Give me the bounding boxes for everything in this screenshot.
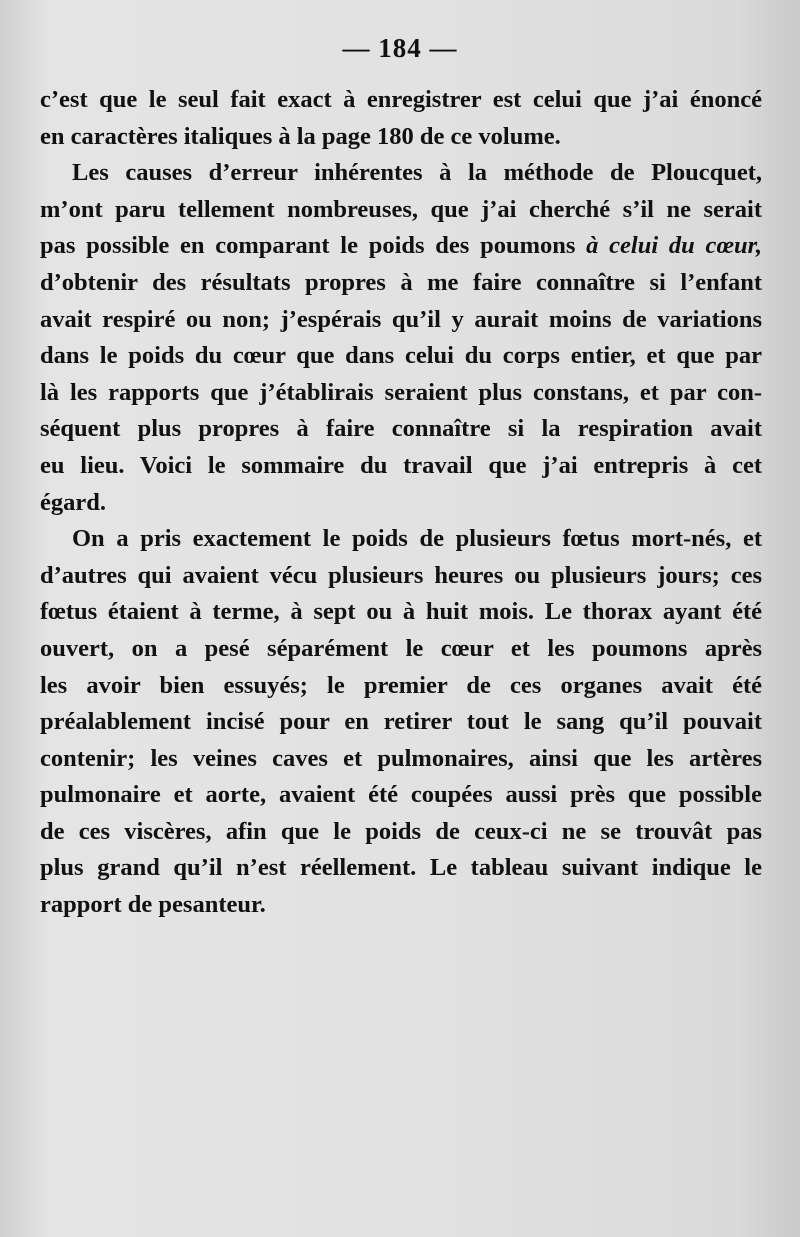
text-line: eu lieu. Voici le sommaire du travail que j’ai entrepris à cet bbox=[40, 451, 762, 479]
text-line: les avoir bien essuyés; le premier de ces organes avait été bbox=[40, 671, 762, 699]
text-line: d’obtenir des résultats propres à me faire connaître si l’enfant bbox=[40, 268, 762, 296]
text-line: m’ont paru tellement nombreuses, que j’ai cherché s’il ne serait bbox=[40, 195, 762, 223]
paragraph-2 bbox=[40, 155, 762, 521]
text-line: On a pris exactement le poids de plusieurs fœtus mort-nés, et bbox=[72, 525, 762, 553]
text-line: pulmonaire et aorte, avaient été coupées aussi près que possible bbox=[40, 781, 762, 809]
text-line: préalablement incisé pour en retirer tout le sang qu’il pouvait bbox=[40, 708, 762, 736]
text-line: Les causes d’erreur inhérentes à la méthode de Ploucquet, bbox=[72, 159, 762, 187]
text-line: en caractères italiques à la page 180 de ce volume. bbox=[40, 122, 561, 150]
text-line: plus grand qu’il n’est réellement. Le tableau suivant indique le bbox=[40, 854, 762, 882]
text-line: c’est que le seul fait exact à enregistrer est celui que j’ai énoncé bbox=[40, 86, 762, 113]
paragraph-1 bbox=[40, 82, 762, 155]
text-line: contenir; les veines caves et pulmonaires, ainsi que les artères bbox=[40, 744, 762, 772]
text-segment: pas possible en comparant le poids des poumons bbox=[40, 232, 576, 260]
text-line: dans le poids du cœur que dans celui du corps entier, et que par bbox=[40, 342, 762, 370]
italic-phrase: à celui du cœur, bbox=[586, 232, 762, 260]
text-line: de ces viscères, afin que le poids de ceux-ci ne se trouvât pas bbox=[40, 817, 762, 845]
text-line-with-italic bbox=[40, 228, 762, 265]
text-line: égard. bbox=[40, 488, 106, 516]
page-body bbox=[40, 82, 762, 924]
paragraph-3 bbox=[40, 521, 762, 924]
text-line: séquent plus propres à faire connaître si la respiration avait bbox=[40, 415, 762, 443]
page-number-header: — 184 — bbox=[342, 33, 458, 63]
text-line: d’autres qui avaient vécu plusieurs heures ou plusieurs jours; ces bbox=[40, 561, 762, 589]
text-line: là les rapports que j’établirais seraient plus constans, et par con- bbox=[40, 378, 762, 406]
text-line: avait respiré ou non; j’espérais qu’il y aurait moins de variations bbox=[40, 305, 762, 333]
text-line: fœtus étaient à terme, à sept ou à huit mois. Le thorax ayant été bbox=[40, 598, 762, 626]
text-line: rapport de pesanteur. bbox=[40, 891, 266, 919]
text-line: ouvert, on a pesé séparément le cœur et les poumons après bbox=[40, 634, 762, 662]
